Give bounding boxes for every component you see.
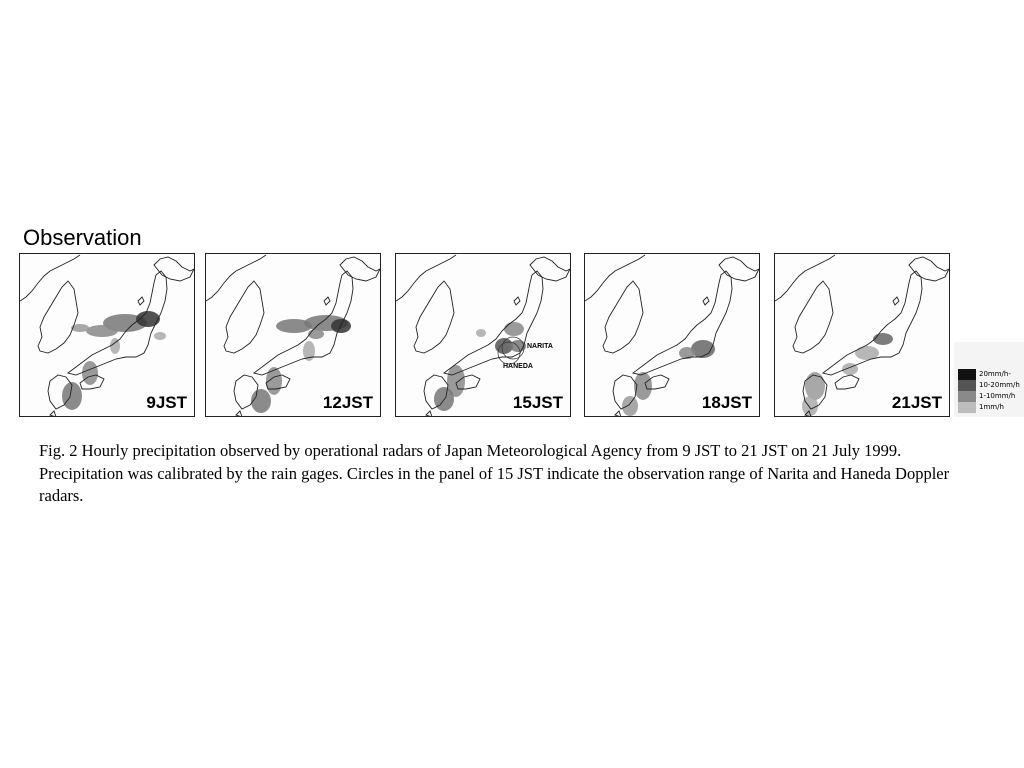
radar-panel-21jst bbox=[774, 253, 950, 417]
rain-area bbox=[476, 329, 486, 337]
coastline bbox=[893, 297, 899, 305]
rain-area bbox=[504, 322, 524, 336]
legend-label: 20mm/h- bbox=[979, 370, 1011, 378]
rain-area bbox=[86, 325, 118, 337]
panel-time-label: 9JST bbox=[146, 393, 187, 412]
coastline bbox=[396, 255, 456, 301]
figure-caption: Fig. 2 Hourly precipitation observed by operational radars of Japan Meteorological Agency from 9 JST to 21 JST on 21 July 1999. Precipitation was calibrated by the rain gages. Circles in the panel of 15 JST indicate the observation range of Narita and Haneda Doppler radars. bbox=[39, 441, 950, 505]
coastline bbox=[224, 281, 264, 353]
coastline bbox=[530, 257, 570, 281]
coastline bbox=[703, 297, 709, 305]
legend-label: 1mm/h bbox=[979, 403, 1004, 411]
coastline bbox=[585, 255, 645, 301]
panel-time-label: 12JST bbox=[322, 393, 373, 412]
panel-time-label: 21JST bbox=[891, 393, 942, 412]
rain-area bbox=[82, 361, 98, 385]
narita-radar-label: NARITA bbox=[527, 343, 553, 350]
coastline bbox=[603, 281, 643, 353]
rain-area bbox=[154, 332, 166, 340]
coastline bbox=[633, 271, 732, 375]
radar-panel-18jst bbox=[584, 253, 760, 417]
rain-area bbox=[622, 396, 638, 416]
precipitation-legend bbox=[954, 342, 1024, 417]
coastline bbox=[206, 255, 266, 301]
rain-area bbox=[251, 389, 271, 413]
rain-area bbox=[308, 329, 324, 339]
coastline bbox=[444, 271, 543, 375]
panel-time-label: 18JST bbox=[701, 393, 752, 412]
coastline bbox=[615, 411, 621, 417]
coastline bbox=[775, 255, 835, 301]
figure-heading: Observation bbox=[23, 225, 142, 250]
coastline bbox=[340, 257, 380, 281]
coastline bbox=[38, 281, 78, 353]
coastline bbox=[514, 297, 520, 305]
rain-area bbox=[873, 333, 893, 345]
coastline bbox=[426, 411, 432, 417]
coastline bbox=[823, 271, 922, 375]
panel-time-label: 15JST bbox=[512, 393, 563, 412]
legend-swatch bbox=[958, 391, 976, 402]
coastline bbox=[20, 255, 80, 301]
legend-label: 10-20mm/h bbox=[979, 381, 1020, 389]
radar-panel-15jst bbox=[395, 253, 571, 417]
coastline bbox=[236, 411, 242, 417]
radar-panel-12jst bbox=[205, 253, 381, 417]
coastline bbox=[719, 257, 759, 281]
legend-swatch bbox=[958, 369, 976, 380]
legend-label: 1-10mm/h bbox=[979, 392, 1016, 400]
haneda-radar-label: HANEDA bbox=[503, 363, 533, 370]
coastline bbox=[324, 297, 330, 305]
coastline bbox=[414, 281, 454, 353]
legend-swatch bbox=[958, 380, 976, 391]
coastline bbox=[909, 257, 949, 281]
radar-panel-9jst bbox=[19, 253, 195, 417]
coastline bbox=[835, 375, 859, 389]
coastline bbox=[154, 257, 194, 281]
coastline bbox=[50, 411, 56, 417]
rain-area bbox=[805, 372, 825, 400]
coastline bbox=[138, 297, 144, 305]
legend-swatch bbox=[958, 402, 976, 413]
coastline bbox=[793, 281, 833, 353]
